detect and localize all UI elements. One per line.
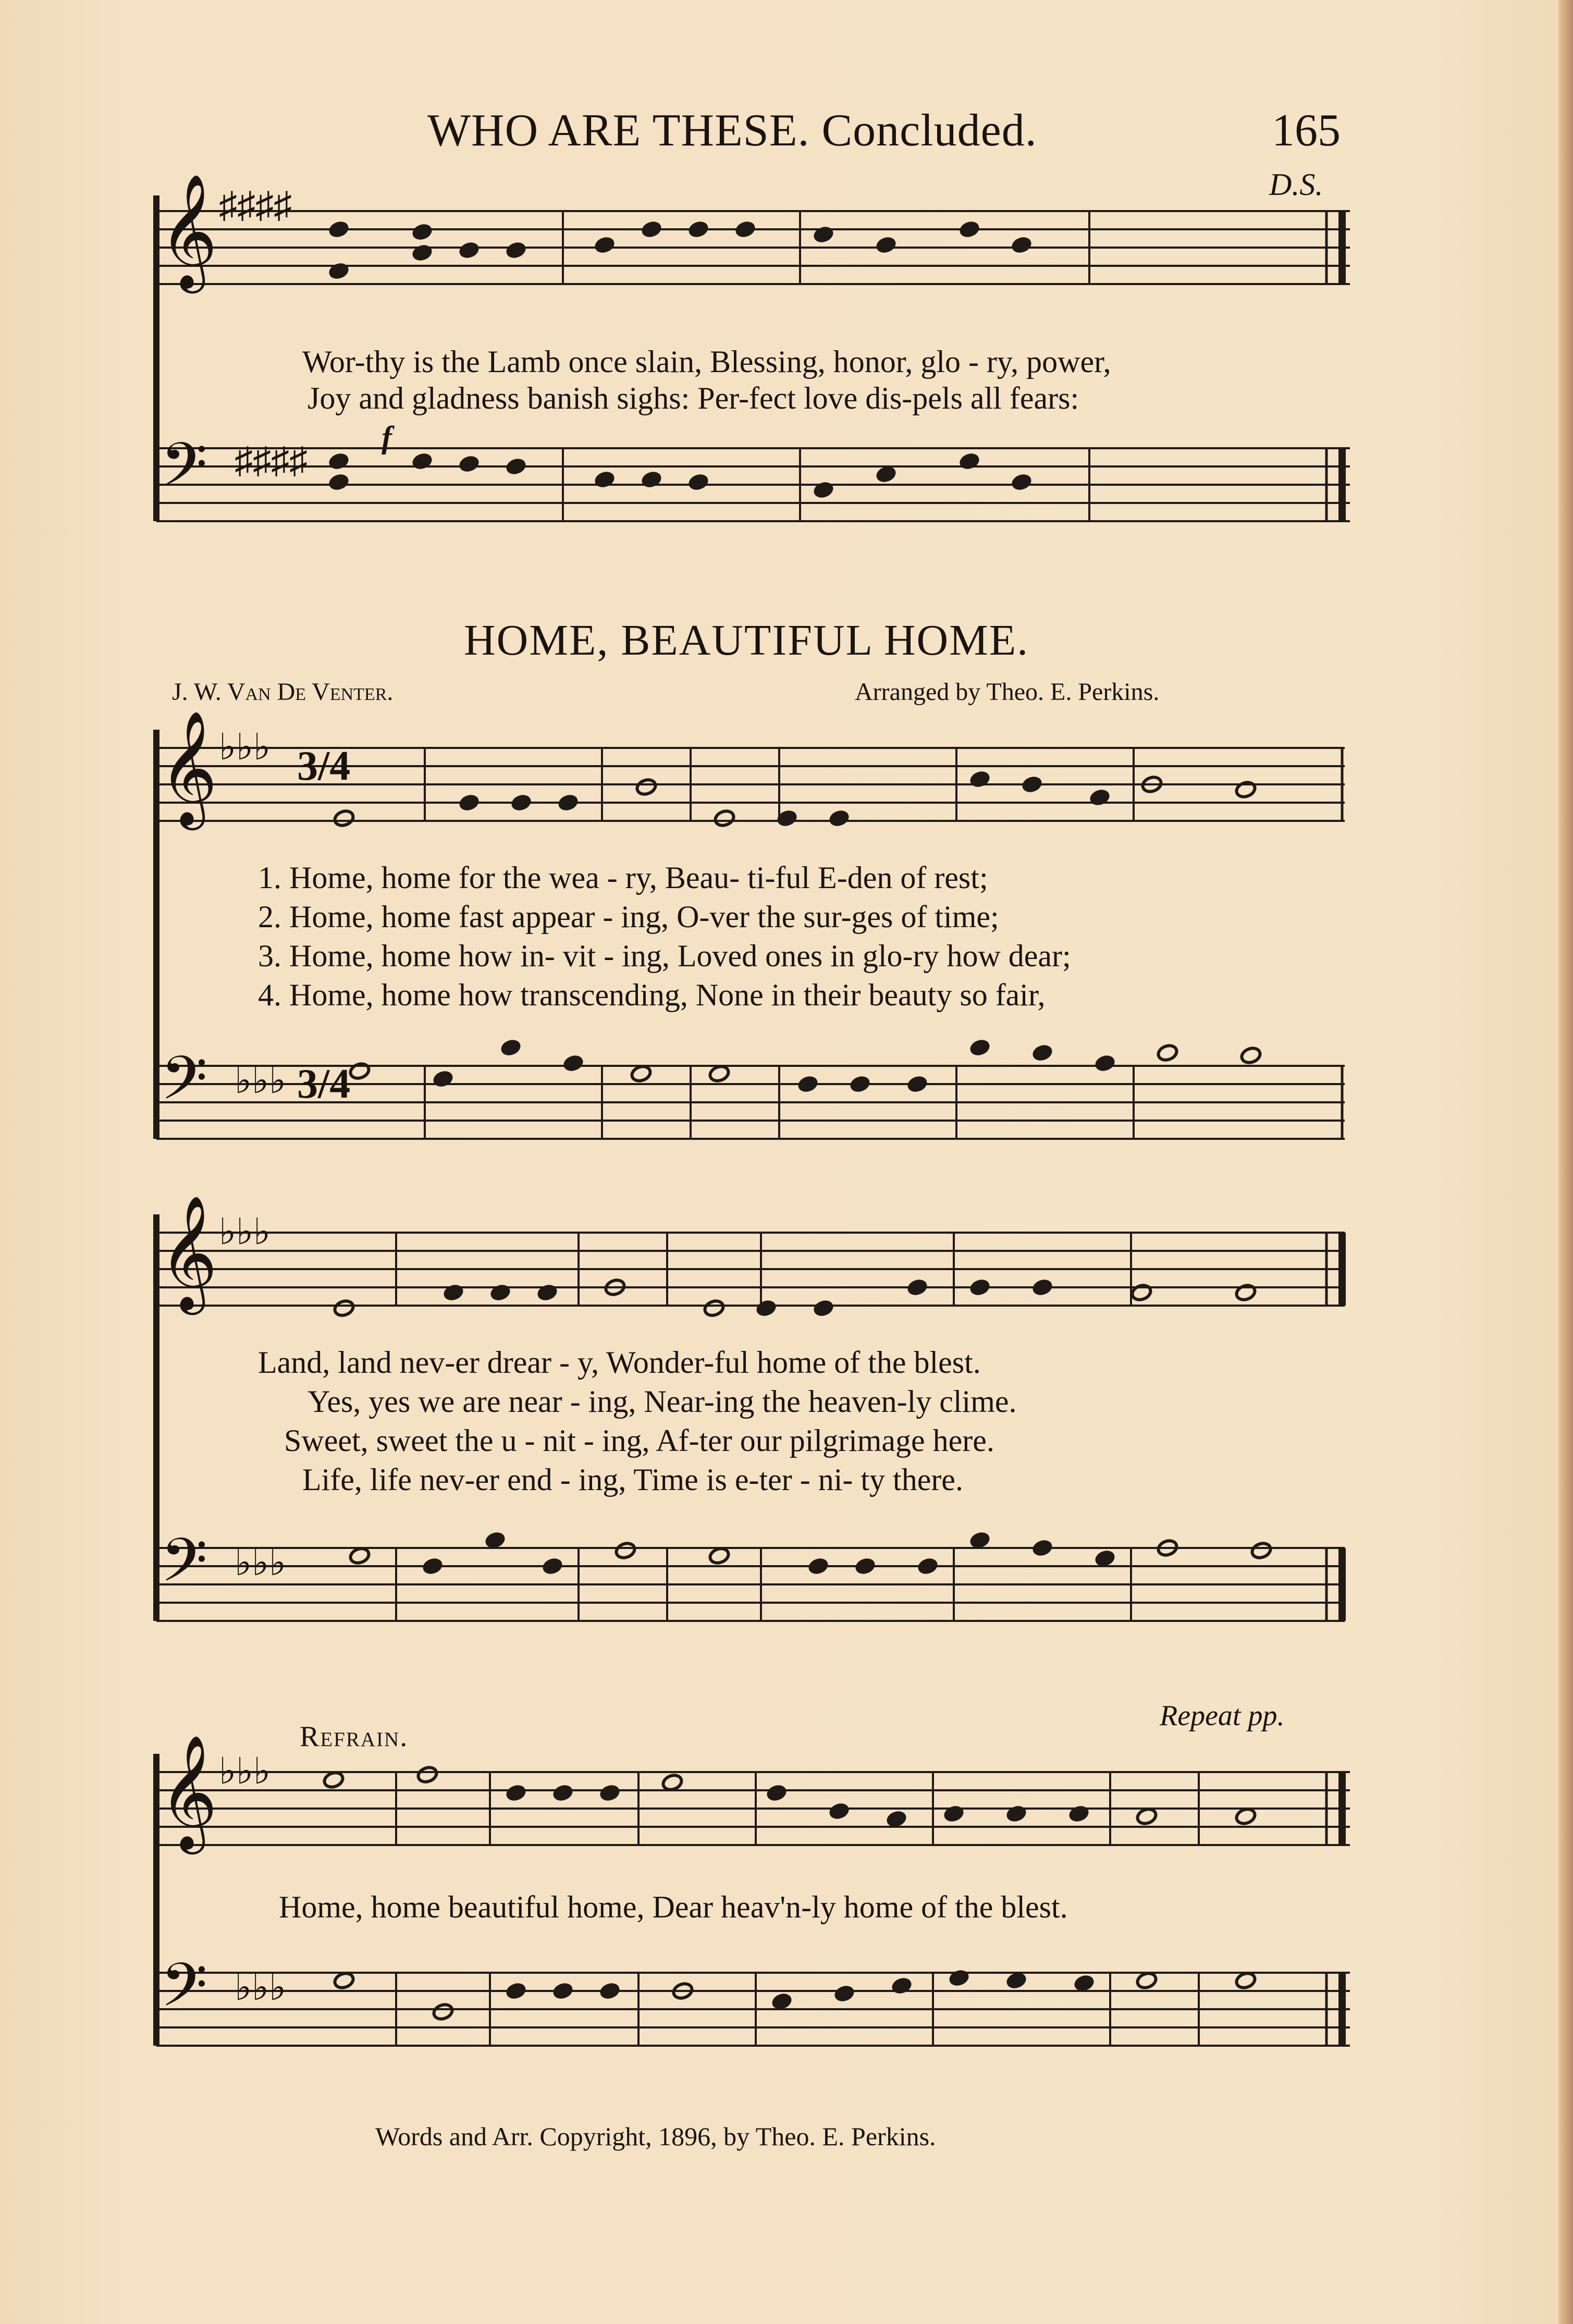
notehead — [708, 1546, 731, 1566]
flats-key-signature-icon: ♭♭♭ — [235, 1061, 287, 1101]
notehead — [1130, 1283, 1153, 1302]
notehead — [510, 793, 533, 813]
notehead — [323, 1770, 345, 1790]
notehead — [411, 243, 434, 263]
notehead — [333, 1299, 355, 1318]
notehead — [1005, 1971, 1028, 1990]
verse-3-part-2: Sweet, sweet the u - nit - ing, Af-ter our pilgrimage here. — [284, 1423, 994, 1458]
notehead — [333, 1971, 355, 1990]
treble-clef-icon: 𝄞 — [159, 714, 218, 823]
notehead — [828, 1802, 851, 1821]
notehead — [1011, 473, 1033, 492]
verse-2-part-2: Yes, yes we are near - ing, Near-ing the heaven-ly clime. — [308, 1384, 1017, 1419]
bass-clef-icon: 𝄢 — [161, 1046, 208, 1127]
notehead — [687, 473, 710, 492]
notehead — [599, 1982, 621, 2001]
notehead — [328, 262, 350, 281]
notehead — [734, 220, 757, 239]
bass-clef-icon: 𝄢 — [161, 433, 208, 513]
notehead — [906, 1075, 929, 1094]
notehead — [1136, 1971, 1158, 1990]
notehead — [562, 1054, 585, 1073]
notehead — [891, 1976, 913, 1996]
notehead — [958, 452, 981, 471]
notehead — [432, 1069, 454, 1089]
notehead — [594, 470, 616, 489]
notehead — [552, 1982, 574, 2001]
notehead — [604, 1278, 626, 1297]
notehead — [552, 1784, 574, 1803]
notehead — [854, 1557, 877, 1576]
notehead — [328, 473, 350, 492]
notehead — [1011, 236, 1033, 255]
notehead — [969, 1278, 991, 1297]
notehead — [458, 793, 481, 813]
notehead — [1136, 1807, 1158, 1826]
notehead — [1141, 775, 1163, 794]
notehead — [1240, 1046, 1262, 1065]
notehead — [349, 1546, 371, 1566]
notehead — [328, 452, 350, 471]
notehead — [542, 1557, 564, 1576]
notehead — [641, 470, 663, 489]
notehead — [443, 1283, 465, 1302]
notehead — [948, 1969, 970, 1988]
notehead — [1250, 1541, 1273, 1560]
treble-clef-icon: 𝄞 — [159, 177, 218, 287]
flats-key-signature-icon: ♭♭♭ — [235, 1543, 287, 1583]
notehead — [615, 1541, 637, 1560]
notehead — [833, 1984, 856, 2003]
notehead — [411, 223, 434, 242]
notehead — [1031, 1278, 1054, 1297]
treble-clef-icon: 𝄞 — [159, 1199, 218, 1308]
notehead — [1068, 1804, 1090, 1824]
notehead — [1031, 1043, 1054, 1063]
notehead — [703, 1299, 726, 1318]
first-song-lyric-line-1: Wor-thy is the Lamb once slain, Blessing, honor, glo - ry, power, — [302, 345, 1111, 379]
bass-clef-icon: 𝄢 — [161, 1528, 208, 1609]
notehead — [886, 1810, 908, 1829]
notehead — [630, 1064, 653, 1084]
notehead — [797, 1075, 819, 1094]
notehead — [1094, 1549, 1116, 1568]
notehead — [505, 1784, 527, 1803]
notehead — [813, 225, 835, 244]
notehead — [875, 465, 898, 484]
notehead — [1235, 1283, 1257, 1302]
notehead — [1073, 1974, 1096, 1993]
forte-dynamic: f — [382, 420, 392, 454]
notehead — [411, 452, 434, 471]
notehead — [484, 1531, 507, 1550]
copyright-notice: Words and Arr. Copyright, 1896, by Theo. E. Perkins. — [375, 2122, 936, 2151]
notehead — [536, 1283, 559, 1302]
notehead — [1235, 1971, 1257, 1990]
refrain-label: Refrain. — [300, 1720, 409, 1753]
notehead — [1005, 1804, 1028, 1824]
notehead — [917, 1557, 939, 1576]
notehead — [458, 454, 481, 474]
page-number: 165 — [1272, 105, 1341, 156]
notehead — [1157, 1043, 1179, 1063]
notehead — [1157, 1539, 1179, 1558]
song-title: HOME, BEAUTIFUL HOME. — [464, 616, 1029, 665]
time-signature: 3/4 — [297, 743, 351, 789]
notehead — [1021, 775, 1043, 794]
notehead — [943, 1804, 965, 1824]
notehead — [505, 1982, 527, 2001]
notehead — [557, 793, 580, 813]
page-header-title: WHO ARE THESE. Concluded. — [427, 105, 1037, 156]
notehead — [813, 1299, 835, 1318]
notehead — [635, 778, 658, 797]
repeat-pp-marking: Repeat pp. — [1160, 1700, 1285, 1732]
treble-clef-icon: 𝄞 — [159, 1738, 218, 1848]
notehead — [714, 809, 736, 828]
words-credit: J. W. Van De Venter. — [172, 678, 394, 706]
refrain-lyric: Home, home beautiful home, Dear heav'n-ly home of the blest. — [279, 1890, 1068, 1924]
verse-4-part-1: 4. Home, home how transcending, None in their beauty so fair, — [258, 978, 1046, 1012]
notehead — [813, 481, 835, 500]
notehead — [1089, 788, 1111, 807]
sharps-key-signature-icon: ♯♯♯♯ — [219, 186, 292, 226]
notehead — [328, 220, 350, 239]
notehead — [672, 1982, 694, 2001]
notehead — [333, 809, 355, 828]
notehead — [958, 220, 981, 239]
notehead — [599, 1784, 621, 1803]
notehead — [422, 1557, 444, 1576]
notehead — [641, 220, 663, 239]
arranger-credit: Arranged by Theo. E. Perkins. — [855, 678, 1160, 706]
notehead — [771, 1992, 793, 2011]
notehead — [432, 2002, 454, 2022]
notehead — [505, 457, 527, 476]
notehead — [349, 1062, 371, 1081]
notehead — [1235, 1807, 1257, 1826]
notehead — [500, 1038, 522, 1058]
notehead — [849, 1075, 871, 1094]
notehead — [875, 236, 898, 255]
notehead — [807, 1557, 830, 1576]
notehead — [828, 809, 851, 828]
notehead — [1031, 1539, 1054, 1558]
notehead — [906, 1278, 929, 1297]
time-signature: 3/4 — [297, 1061, 351, 1107]
notehead — [458, 241, 481, 260]
verse-1-part-1: 1. Home, home for the wea - ry, Beau- ti-ful E-den of rest; — [258, 860, 988, 895]
verse-3-part-1: 3. Home, home how in- vit - ing, Loved ones in glo-ry how dear; — [258, 939, 1071, 973]
notehead — [489, 1283, 512, 1302]
flats-key-signature-icon: ♭♭♭ — [219, 728, 271, 768]
sharps-key-signature-icon: ♯♯♯♯ — [235, 441, 308, 481]
notehead — [766, 1784, 788, 1803]
flats-key-signature-icon: ♭♭♭ — [235, 1968, 287, 2008]
notehead — [594, 236, 616, 255]
notehead — [1235, 780, 1257, 800]
notehead — [1094, 1054, 1116, 1073]
verse-4-part-2: Life, life nev-er end - ing, Time is e-ter - ni- ty there. — [302, 1462, 963, 1497]
first-song-lyric-line-2: Joy and gladness banish sighs: Per-fect love dis-pels all fears: — [308, 381, 1079, 415]
notehead — [687, 220, 710, 239]
notehead — [755, 1299, 778, 1318]
verse-1-part-2: Land, land nev-er drear - y, Wonder-ful home of the blest. — [258, 1345, 981, 1380]
ds-marking: D.S. — [1269, 167, 1323, 202]
notehead — [969, 1531, 991, 1550]
flats-key-signature-icon: ♭♭♭ — [219, 1212, 271, 1252]
notehead — [776, 809, 798, 828]
notehead — [708, 1064, 731, 1084]
notehead — [969, 770, 991, 789]
notehead — [505, 241, 527, 260]
bass-clef-icon: 𝄢 — [161, 1953, 208, 2034]
flats-key-signature-icon: ♭♭♭ — [219, 1752, 271, 1792]
notehead — [661, 1773, 684, 1792]
notehead — [416, 1765, 439, 1785]
verse-2-part-1: 2. Home, home fast appear - ing, O-ver the sur-ges of time; — [258, 900, 999, 934]
notehead — [969, 1038, 991, 1058]
